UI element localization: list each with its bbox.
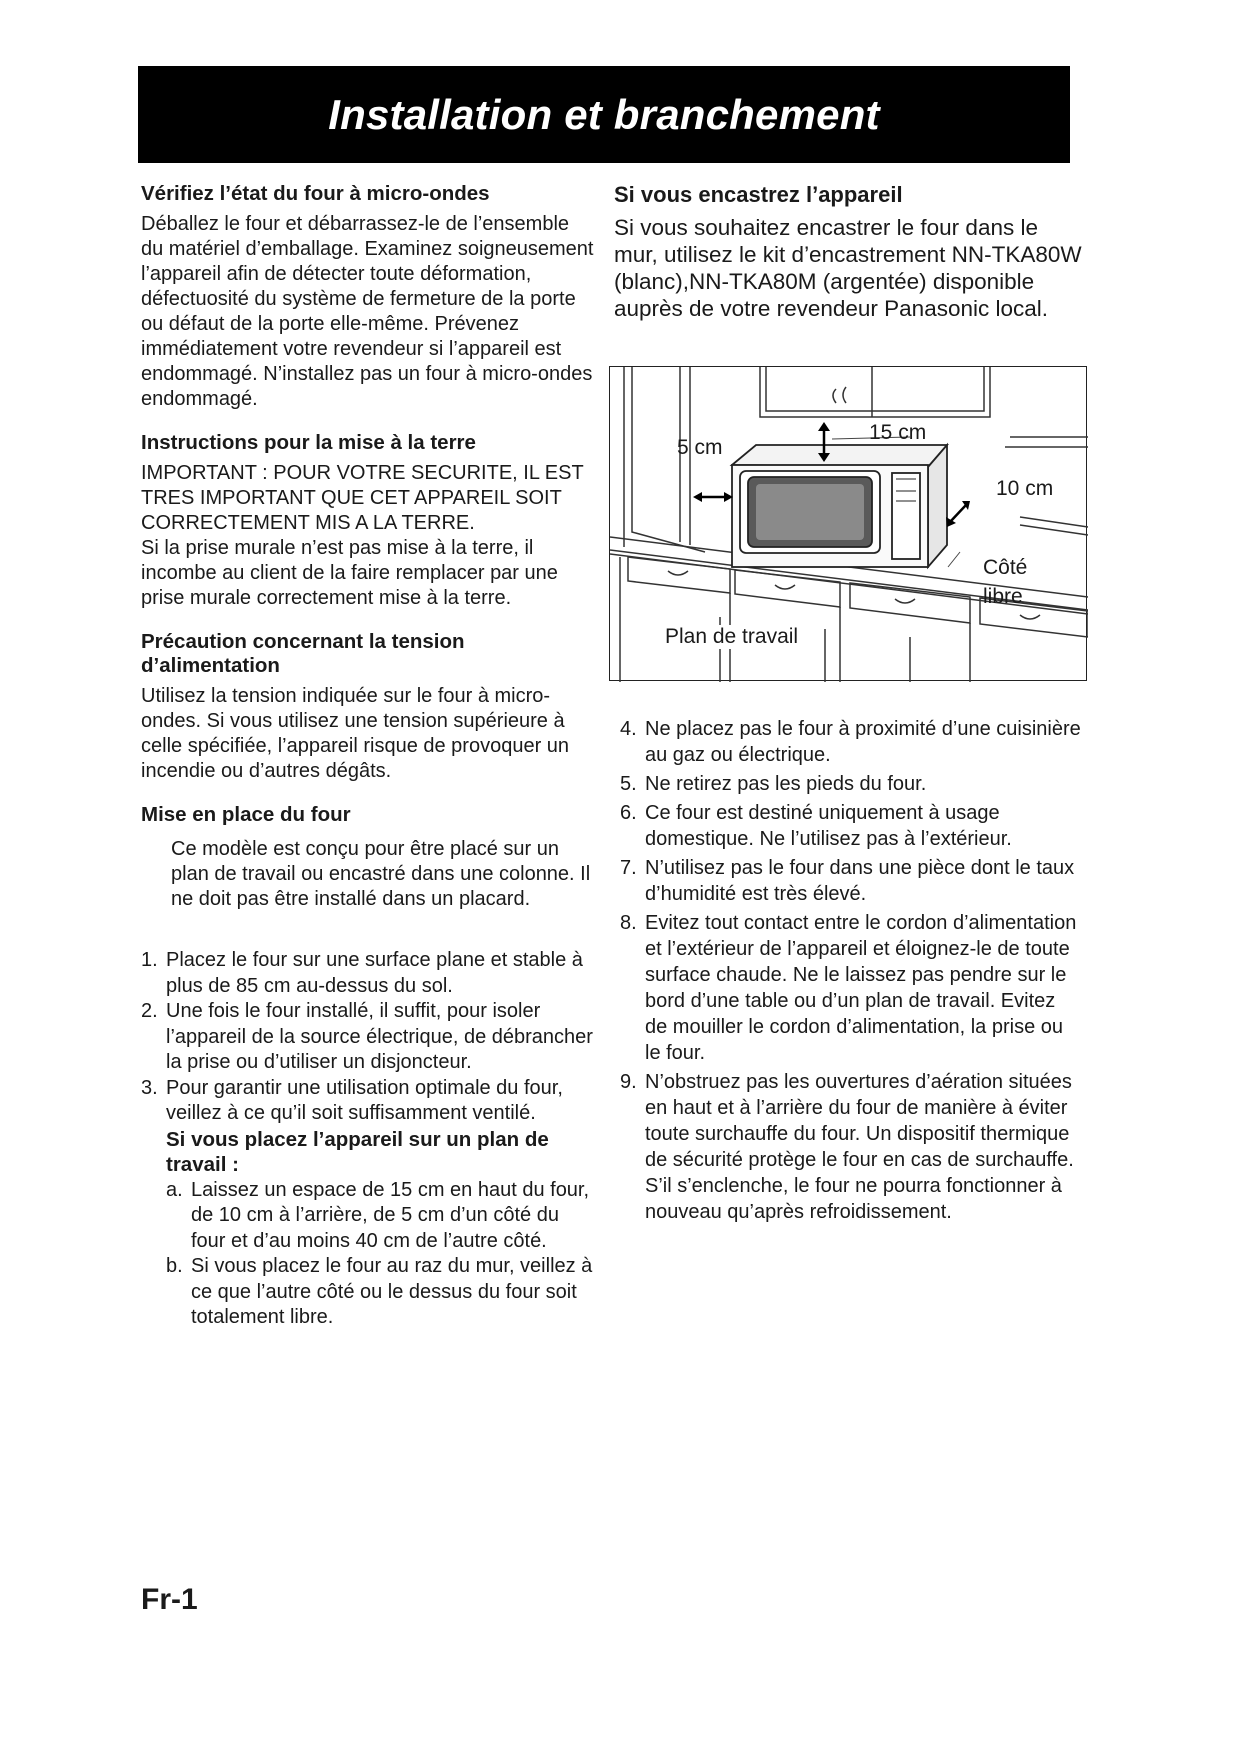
side-label: libre (983, 585, 1023, 608)
section-body: Utilisez la tension indiquée sur le four à micro-ondes. Si vous utilisez une tension supérieure à celle spécifiée, l’appareil risque de provoquer un incendie ou d’autres dégâts. (141, 685, 570, 782)
worktop-label: Plan de travail (665, 625, 799, 648)
dimension-label: 5 cm (677, 436, 723, 459)
left-column (141, 182, 596, 1331)
list-item (141, 999, 596, 1076)
section-grounding (141, 431, 596, 611)
side-label: Côté (983, 556, 1028, 579)
item-text: Ne placez pas le four à proximité d’une cuisinière au gaz ou électrique. (645, 718, 1081, 766)
section-body: Si vous souhaitez encastrer le four dans le mur, utilisez le kit d’encastrement NN-TKA80W (blanc),NN-TKA80M (argentée) disponible auprès de votre revendeur Panasonic local. (614, 215, 1082, 321)
section-body: Ce modèle est conçu pour être placé sur un plan de travail ou encastré dans une colonne. Il ne doit pas être installé dans un placard. (171, 838, 591, 910)
item-letter: a. (166, 1178, 183, 1201)
section-heading: Vérifiez l’état du four à micro-ondes (141, 182, 490, 205)
item-text: Si vous placez le four au raz du mur, veillez à ce que l’autre côté ou le dessus du four soit totalement libre. (191, 1255, 593, 1328)
section-voltage (141, 630, 596, 784)
item-text: Pour garantir une utilisation optimale du four, veillez à ce qu’il soit suffisamment ventilé. (166, 1076, 563, 1124)
item-number: 6. (620, 802, 637, 824)
list-item (141, 1076, 596, 1331)
section-verify (141, 182, 596, 412)
list-item (620, 771, 1082, 797)
section-placement (141, 803, 596, 912)
right-column (614, 182, 1084, 322)
item-letter: b. (166, 1255, 183, 1277)
item-number: 5. (620, 773, 637, 795)
item-number: 1. (141, 949, 158, 971)
section-body: Si la prise murale n’est pas mise à la terre, il incombe au client de la faire remplacer par une prise murale correctement mise à la terre. (141, 537, 558, 609)
section-heading: Si vous encastrez l’appareil (614, 182, 903, 207)
list-item (620, 800, 1082, 852)
item-number: 8. (620, 912, 637, 934)
dimension-label: 10 cm (996, 477, 1054, 500)
item-number: 9. (620, 1071, 637, 1093)
installation-illustration (609, 366, 1087, 681)
instruction-list-continued (620, 716, 1082, 1228)
section-heading: Instructions pour la mise à la terre (141, 431, 476, 454)
sub-list-item (166, 1254, 596, 1331)
section-heading: Mise en place du four (141, 803, 351, 826)
instruction-list (141, 948, 596, 1331)
item-text: Ne retirez pas les pieds du four. (645, 773, 927, 795)
item-text: N’utilisez pas le four dans une pièce dont le taux d’humidité est très élevé. (645, 857, 1075, 905)
item-number: 7. (620, 857, 637, 879)
item-text: Evitez tout contact entre le cordon d’alimentation et l’extérieur de l’appareil et éloignez-le de toute surface chaude. Ne le laissez pas pendre sur le bord d’une table ou d’un plan de travail. Evitez de mouiller le cordon d’alimentation, la prise ou le four. (645, 912, 1077, 1064)
item-content (166, 1076, 596, 1331)
sub-list (166, 1178, 596, 1331)
item-text: Ce four est destiné uniquement à usage domestique. Ne l’utilisez pas à l’extérieur. (645, 802, 1012, 850)
important-notice: IMPORTANT : POUR VOTRE SECURITE, IL EST TRES IMPORTANT QUE CET APPAREIL SOIT CORRECTEMENT MIS A LA TERRE. (141, 462, 584, 534)
section-body: Déballez le four et débarrassez-le de l’ensemble du matériel d’emballage. Examinez soigneusement l’appareil afin de détecter toute déformation, défectuosité du système de fermeture de la porte ou défaut de la porte elle-même. Prévenez immédiatement votre revendeur si l’appareil est endommagé. N’installez pas un four à micro-ondes endommagé. (141, 213, 594, 410)
item-text: Placez le four sur une surface plane et stable à plus de 85 cm au-dessus du sol. (166, 949, 583, 997)
list-item (620, 910, 1082, 1066)
section-heading: Précaution concernant la tension d’alimentation (141, 630, 465, 677)
sub-list-item (166, 1178, 596, 1255)
list-item (141, 948, 596, 999)
sub-heading: Si vous placez l’appareil sur un plan de travail : (166, 1127, 549, 1176)
title-banner (138, 66, 1070, 163)
item-text: N’obstruez pas les ouvertures d’aération situées en haut et à l’arrière du four de manière à éviter toute surchauffe du four. Un dispositif thermique de sécurité protège le four en cas de surchauffe. S’il s’enclenche, le four ne pourra fonctionner à nouveau qu’après refroidissement. (645, 1071, 1074, 1223)
dimension-label: 15 cm (869, 421, 927, 444)
item-number: 4. (620, 718, 637, 740)
list-item (620, 716, 1082, 768)
list-item (620, 1069, 1082, 1225)
item-number: 3. (141, 1076, 158, 1099)
item-number: 2. (141, 1000, 158, 1022)
item-text: Une fois le four installé, il suffit, pour isoler l’appareil de la source électrique, de débrancher la prise ou d’utiliser un disjoncteur. (166, 1000, 593, 1073)
page-number: Fr-1 (141, 1583, 198, 1616)
list-item (620, 855, 1082, 907)
page-title: Installation et branchement (328, 90, 880, 138)
item-text: Laissez un espace de 15 cm en haut du four, de 10 cm à l’arrière, de 5 cm d’un côté du four et d’au moins 40 cm de l’autre côté. (191, 1178, 590, 1252)
